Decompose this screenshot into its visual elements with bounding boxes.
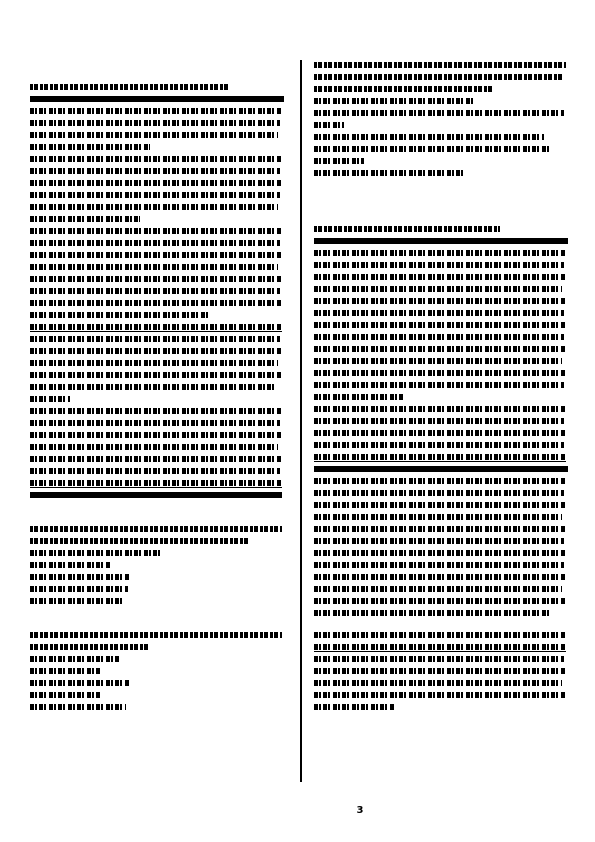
- text-line: [314, 322, 566, 328]
- text-line: [30, 408, 282, 414]
- text-line: [314, 478, 566, 484]
- text-line: [314, 454, 566, 460]
- list-item: [30, 562, 110, 568]
- text-line: [314, 586, 562, 592]
- text-line: [314, 418, 564, 424]
- text-line: [30, 336, 280, 342]
- list-item: [314, 98, 474, 104]
- text-line: [314, 346, 566, 352]
- text-line: [314, 692, 566, 698]
- text-line: [314, 656, 564, 662]
- list-heading: [30, 632, 282, 638]
- text-line: [30, 312, 210, 318]
- text-line: [314, 442, 564, 448]
- text-line: [30, 288, 280, 294]
- text-line: [314, 86, 494, 92]
- list-item: [314, 170, 464, 176]
- text-line: [30, 132, 278, 138]
- text-line: [314, 406, 566, 412]
- text-line: [30, 300, 282, 306]
- text-line: [30, 480, 282, 486]
- text-line: [30, 432, 282, 438]
- text-line: [314, 574, 566, 580]
- text-line: [30, 372, 282, 378]
- text-line: [314, 286, 562, 292]
- text-line: [30, 324, 282, 330]
- text-line: [30, 420, 280, 426]
- list-item: [30, 656, 120, 662]
- text-line: [314, 274, 566, 280]
- list-item: [314, 110, 564, 116]
- text-line: [314, 62, 566, 68]
- text-line: [314, 334, 564, 340]
- text-line: [30, 180, 282, 186]
- text-line: [30, 384, 276, 390]
- list-heading: [30, 526, 282, 532]
- text-line: [30, 144, 150, 150]
- text-line: [30, 156, 282, 162]
- text-line: [314, 610, 550, 616]
- text-line: [314, 644, 566, 650]
- page-number: 3: [356, 805, 364, 816]
- text-line: [314, 358, 562, 364]
- text-line: [30, 228, 282, 234]
- text-line: [314, 74, 564, 80]
- text-line: [314, 490, 564, 496]
- text-line: [314, 562, 564, 568]
- list-item: [314, 122, 344, 128]
- list-item: [314, 158, 364, 164]
- text-line: [314, 538, 564, 544]
- text-line: [314, 394, 404, 400]
- text-line: [30, 252, 282, 258]
- text-line: [30, 204, 278, 210]
- text-line: [314, 298, 566, 304]
- text-line: [314, 370, 566, 376]
- text-line: [314, 704, 394, 710]
- text-line: [30, 276, 282, 282]
- text-line: [314, 526, 566, 532]
- list-item: [314, 146, 550, 152]
- text-line: [314, 382, 564, 388]
- text-line: [314, 550, 566, 556]
- text-line: [30, 264, 278, 270]
- text-line: [30, 216, 140, 222]
- list-heading: [30, 644, 150, 650]
- text-line: [30, 444, 278, 450]
- list-item: [30, 586, 128, 592]
- section-heading: [30, 84, 230, 90]
- list-item: [30, 692, 100, 698]
- list-item: [30, 680, 130, 686]
- text-line: [314, 668, 566, 674]
- text-line: [314, 632, 566, 638]
- text-line: [30, 348, 282, 354]
- list-heading: [30, 538, 250, 544]
- section-heading: [314, 226, 500, 232]
- text-line: [314, 310, 564, 316]
- list-item: [30, 574, 130, 580]
- text-line: [314, 514, 562, 520]
- text-line: [30, 396, 70, 402]
- text-line: [30, 168, 280, 174]
- text-line: [30, 108, 282, 114]
- text-line: [314, 430, 566, 436]
- text-line: [314, 502, 566, 508]
- list-item: [30, 550, 160, 556]
- text-line: [314, 262, 564, 268]
- text-line: [30, 120, 280, 126]
- text-line: [30, 96, 284, 102]
- left-column: [30, 84, 284, 716]
- text-line: [314, 598, 566, 604]
- text-line: [314, 250, 566, 256]
- text-line: [314, 466, 568, 472]
- list-item: [30, 598, 124, 604]
- text-line: [314, 680, 562, 686]
- list-item: [314, 134, 544, 140]
- list-item: [30, 668, 100, 674]
- text-line: [30, 468, 280, 474]
- text-line: [314, 238, 568, 244]
- column-divider: [300, 60, 302, 782]
- text-line: [30, 240, 280, 246]
- text-line: [30, 492, 282, 498]
- list-item: [30, 704, 126, 710]
- text-line: [30, 456, 282, 462]
- right-column: [314, 62, 568, 716]
- text-line: [30, 192, 280, 198]
- text-line: [30, 360, 278, 366]
